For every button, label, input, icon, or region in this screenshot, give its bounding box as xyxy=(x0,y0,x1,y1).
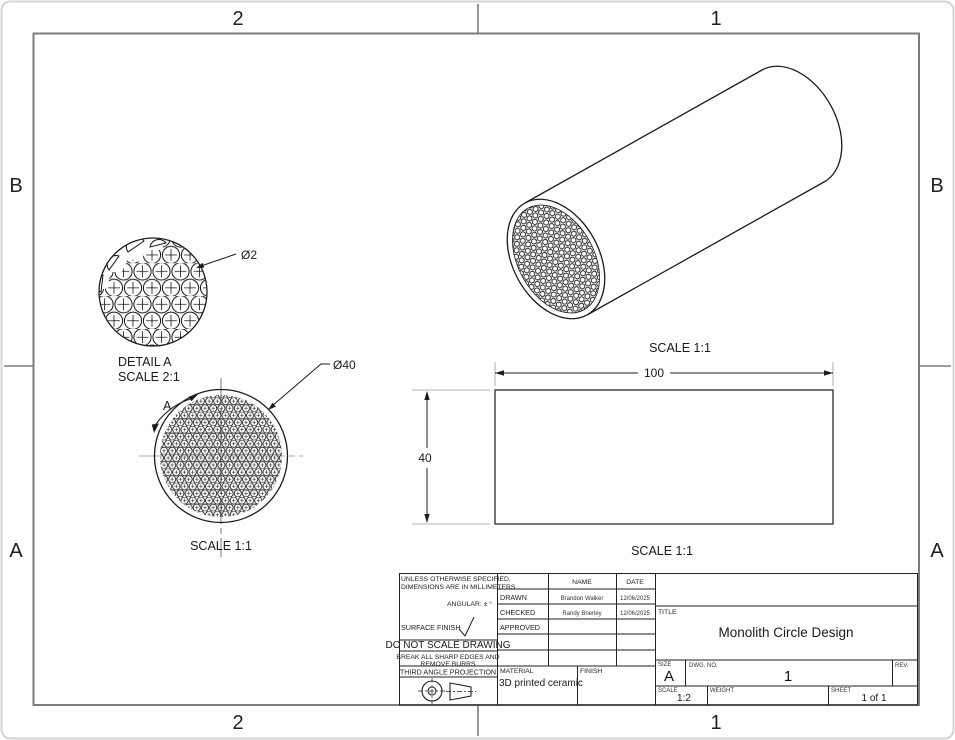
dwg-no-label: DWG. NO. xyxy=(689,663,718,669)
detail-callout-text: Ø2 xyxy=(241,248,258,262)
surface-finish-label: SURFACE FINISH xyxy=(401,623,461,632)
break-edges-line2: REMOVE BURRS xyxy=(420,661,476,668)
sheet-value: 1 of 1 xyxy=(861,693,887,704)
iso-scale-label: SCALE 1:1 xyxy=(649,341,711,355)
zone-label-bottom-2: 2 xyxy=(232,712,244,734)
side-rectangle xyxy=(495,390,833,524)
sheet-label: SHEET xyxy=(831,688,852,694)
approved-label: APPROVED xyxy=(500,623,540,632)
drawn-label: DRAWN xyxy=(500,593,527,602)
width-dimension-text: 100 xyxy=(643,366,665,380)
tolerance-note-line1: UNLESS OTHERWISE SPECIFIED, xyxy=(401,576,511,583)
drawing-title: Monolith Circle Design xyxy=(718,625,854,640)
checked-name: Randy Brierley xyxy=(562,611,602,617)
size-label: SIZE xyxy=(658,662,672,668)
detail-scale-label: SCALE 2:1 xyxy=(118,370,180,384)
angular-tolerance: ANGULAR: ± ° xyxy=(447,601,492,608)
front-scale-label: SCALE 1:1 xyxy=(190,539,252,553)
material-label: MATERIAL xyxy=(500,668,534,675)
zone-label-left-a: A xyxy=(9,540,23,562)
rev-label: REV. xyxy=(895,663,909,669)
zone-label-top-1: 1 xyxy=(710,8,722,30)
dwg-no-value: 1 xyxy=(783,668,793,685)
checked-date: 12/06/2025 xyxy=(619,611,651,617)
zone-label-left-b: B xyxy=(9,175,23,197)
date-header: DATE xyxy=(626,579,644,586)
name-header: NAME xyxy=(572,579,592,586)
detail-name-label: DETAIL A xyxy=(118,355,172,369)
drawn-name: Brandon Walker xyxy=(560,596,604,602)
front-callout-text: Ø40 xyxy=(333,358,356,372)
material-value: 3D printed ceramic xyxy=(499,678,583,689)
scale-label: SCALE xyxy=(658,688,678,694)
scale-value: 1:2 xyxy=(677,693,691,704)
do-not-scale-label: DO NOT SCALE DRAWING xyxy=(385,640,511,651)
front-honeycomb xyxy=(160,395,282,517)
weight-label: WEIGHT xyxy=(710,688,734,694)
zone-label-top-2: 2 xyxy=(232,8,244,30)
side-scale-label: SCALE 1:1 xyxy=(631,544,693,558)
finish-label: FINISH xyxy=(580,668,603,675)
height-dimension-text: 40 xyxy=(418,451,432,465)
title-label: TITLE xyxy=(658,609,677,616)
checked-label: CHECKED xyxy=(500,608,536,617)
tolerance-note-line2: DIMENSIONS ARE IN MILLIMETERS xyxy=(401,584,516,591)
break-edges-line1: BREAK ALL SHARP EDGES AND xyxy=(396,654,500,661)
drawn-date: 12/06/2025 xyxy=(619,596,651,602)
zone-label-right-b: B xyxy=(930,175,944,197)
size-value: A xyxy=(663,668,675,685)
zone-label-bottom-1: 1 xyxy=(710,712,722,734)
projection-label: THIRD ANGLE PROJECTION xyxy=(399,667,497,677)
detail-letter: A xyxy=(163,399,172,413)
zone-label-right-a: A xyxy=(930,540,944,562)
